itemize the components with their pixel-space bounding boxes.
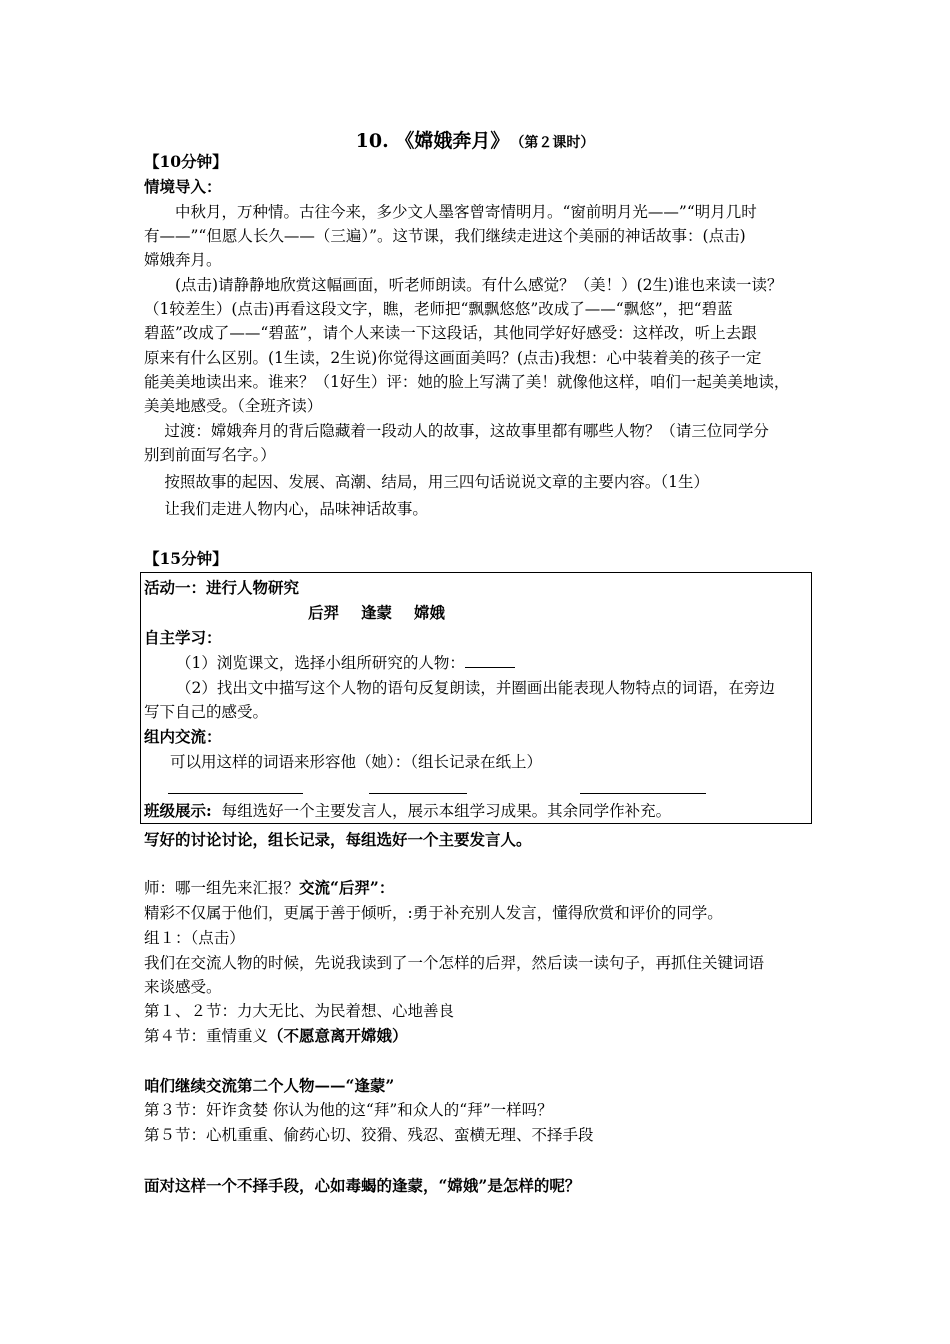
section1-time: 【10分钟】: [144, 152, 228, 171]
name-houyi: 后羿: [308, 603, 340, 622]
paragraph-line: 嫦娥奔月。: [144, 251, 222, 269]
teacher-question-bold: 交流“后羿”：: [299, 878, 395, 897]
section-5-line: 第５节：心机重重、偷药心切、狡猾、残忍、蛮横无理、不择手段: [144, 1126, 594, 1144]
write-line[interactable]: [168, 793, 303, 794]
paragraph-line: 过渡：嫦娥奔月的背后隐藏着一段动人的故事，这故事里都有哪些人物？（请三位同学分: [144, 422, 769, 440]
section-4-text: 第４节：重情重义: [144, 1027, 269, 1045]
paragraph-line: 让我们走进人物内心，品味神话故事。: [144, 500, 428, 518]
final-question: 面对这样一个不择手段，心如毒蝎的逢蒙，“嫦娥”是怎样的呢？: [144, 1176, 581, 1195]
paragraph-line: 别到前面写名字。）: [144, 446, 276, 464]
paragraph-line: 按照故事的起因、发展、高潮、结局，用三四句话说说文章的主要内容。（1生）: [144, 473, 710, 491]
study-item-1-text: （1）浏览课文，选择小组所研究的人物：: [176, 654, 465, 672]
paragraph-line: (点击)请静静地欣赏这幅画面，听老师朗读。有什么感觉？（美！）(2生)谁也来读一读？: [144, 276, 783, 294]
character-names: [308, 601, 467, 625]
study-item-2b: 写下自己的感受。: [144, 703, 269, 721]
section1-heading: 情境导入：: [144, 177, 222, 196]
paragraph-line: （1较差生）(点击)再看这段文字，瞧，老师把“飘飘悠悠”改成了——“飘悠”，把“碧蓝: [144, 300, 733, 318]
method-line: 来谈感受。: [144, 978, 222, 996]
class-show-text: 每组选好一个主要发言人，展示本组学习成果。其余同学作补充。: [221, 802, 672, 820]
group-label: 组内交流：: [144, 727, 222, 746]
group-text: 可以用这样的词语来形容他（她）：（组长记录在纸上）: [170, 753, 543, 771]
title-main: 10. 《嫦娥奔月》: [355, 130, 510, 152]
section-3-line: 第３节：奸诈贪婪 你认为他的这“拜”和众人的“拜”一样吗？: [144, 1101, 553, 1119]
activity-title: 活动一：进行人物研究: [144, 578, 300, 597]
paragraph-line: 碧蓝”改成了——“碧蓝”，请个人来读一下这段话，其他同学好好感受：这样改，听上去跟: [144, 324, 757, 342]
title-sub: （第２课时）: [517, 135, 595, 151]
paragraph-line: 原来有什么区别。(1生读，2生说)你觉得这画面美吗？(点击)我想：心中装着美的孩子一定: [144, 349, 762, 367]
write-line[interactable]: [580, 793, 706, 794]
section2-time: 【15分钟】: [144, 549, 228, 568]
paragraph-line: 美美地感受。（全班齐读）: [144, 397, 323, 415]
study-item-1: [176, 651, 515, 675]
name-fengmeng: 逢蒙: [361, 603, 393, 622]
paragraph-line: 中秋月，万种情。古往今来，多少文人墨客曾寄情明月。“窗前明月光——”“明月几时: [144, 203, 757, 221]
next-person-heading: 咱们继续交流第二个人物——“逢蒙”: [144, 1076, 395, 1095]
class-show: [144, 799, 671, 823]
self-study-label: 自主学习：: [144, 628, 222, 647]
paragraph-line: 能美美地读出来。谁来？（1好生）评：她的脸上写满了美！就像他这样，咱们一起美美地读，: [144, 373, 790, 391]
study-item-2a: （2）找出文中描写这个人物的语句反复朗读，并圈画出能表现人物特点的词语，在旁边: [176, 679, 775, 697]
class-show-label: 班级展示:: [144, 801, 212, 820]
group1-line: 组１：（点击）: [144, 929, 245, 947]
write-line[interactable]: [369, 793, 467, 794]
section-4-bold: （不愿意离开嫦娥）: [268, 1026, 408, 1045]
praise-line: 精彩不仅属于他们，更属于善于倾听，:勇于补充别人发言，懂得欣赏和评价的同学。: [144, 904, 723, 922]
section-1-2-line: 第１、２节：力大无比、为民着想、心地善良: [144, 1002, 455, 1020]
after-box-note: 写好的讨论讨论，组长记录，每组选好一个主要发言人。: [144, 830, 532, 849]
answer-blank[interactable]: [465, 653, 515, 668]
section-4-line: [144, 1024, 408, 1048]
teacher-question-text: 师：哪一组先来汇报？: [144, 879, 300, 897]
page-title: [0, 126, 950, 153]
name-change: 嫦娥: [414, 603, 446, 622]
method-line: 我们在交流人物的时候，先说我读到了一个怎样的后羿，然后读一读句子，再抓住关键词语: [144, 954, 765, 972]
paragraph-line: 有——”“但愿人长久——（三遍）”。这节课，我们继续走进这个美丽的神话故事：(点击): [144, 227, 746, 245]
teacher-question: [144, 876, 394, 900]
